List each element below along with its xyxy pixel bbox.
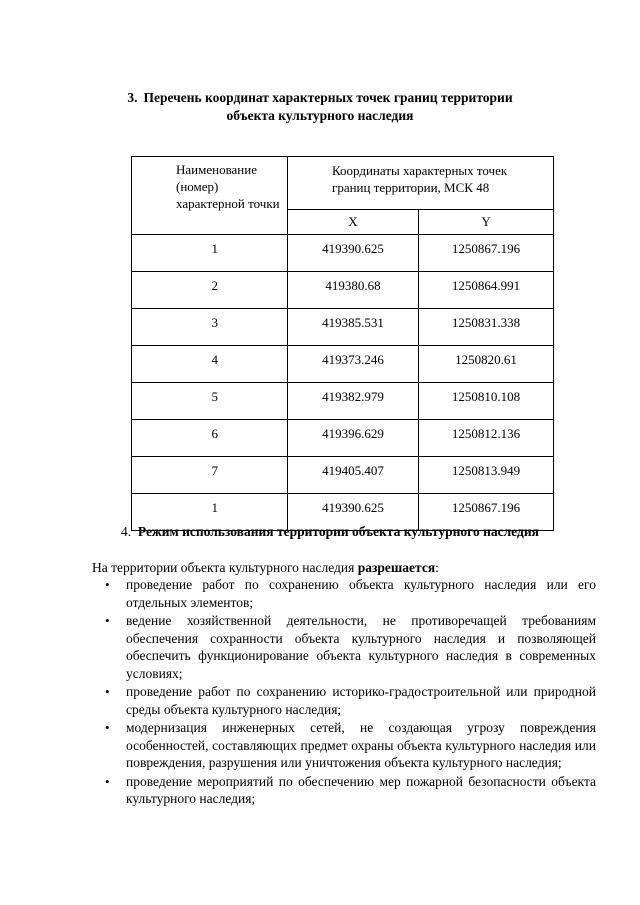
table-row <box>132 420 554 457</box>
table-row <box>132 272 554 309</box>
list-item-text: ведение хозяйственной деятельности, не противоречащей требованиям обеспечения сохранности объекта культурного наследия и позволяющей обеспечить функционирование объекта культурного наследия в современных условиях; <box>126 613 596 681</box>
point-number: 3 <box>132 309 288 346</box>
point-number: 4 <box>132 346 288 383</box>
list-item <box>92 719 596 772</box>
coordinates-table <box>131 156 554 531</box>
table-row <box>132 346 554 383</box>
bullet-icon: • <box>105 720 110 735</box>
table-row <box>132 309 554 346</box>
intro-text: На территории объекта культурного наследия <box>92 560 358 575</box>
list-item-text: модернизация инженерных сетей, не создающая угрозу повреждения особенностей, составляющих предмет охраны объекта культурного наследия или повреждения, разрушения или уничтожения объекта культурного наследия; <box>126 720 596 770</box>
point-y: 1250820.61 <box>419 346 554 383</box>
list-item <box>92 576 596 611</box>
list-item-text: проведение работ по сохранению объекта культурного наследия или его отдельных элементов; <box>126 577 596 610</box>
intro-paragraph <box>92 559 439 577</box>
point-y: 1250812.136 <box>419 420 554 457</box>
point-x: 419396.629 <box>288 420 419 457</box>
permitted-activities-list <box>92 576 596 809</box>
header-coordinates: Координаты характерных точек границ территории, МСК 48 <box>288 157 554 210</box>
point-y: 1250810.108 <box>419 383 554 420</box>
section-4-heading <box>121 523 539 541</box>
point-x: 419382.979 <box>288 383 419 420</box>
list-item-text: проведение работ по сохранению историко-градостроительной или природной среды объекта культурного наследия; <box>126 684 596 717</box>
section-3-heading <box>60 89 580 125</box>
section-4-title: Режим использования территории объекта культурного наследия <box>137 524 539 539</box>
section-3-title-line1: Перечень координат характерных точек границ территории <box>143 90 513 105</box>
point-number: 7 <box>132 457 288 494</box>
intro-suffix: : <box>435 560 439 575</box>
table-row <box>132 383 554 420</box>
list-item <box>92 773 596 808</box>
point-y: 1250867.196 <box>419 494 554 531</box>
point-x: 419405.407 <box>288 457 419 494</box>
list-item-text: проведение мероприятий по обеспечению мер пожарной безопасности объекта культурного наследия; <box>126 773 596 806</box>
bullet-icon: • <box>105 613 110 628</box>
point-x: 419390.625 <box>288 235 419 272</box>
point-y: 1250831.338 <box>419 309 554 346</box>
point-x: 419380.68 <box>288 272 419 309</box>
list-item <box>92 683 596 718</box>
header-y: Y <box>419 210 554 235</box>
table-row <box>132 235 554 272</box>
header-point-name: Наименование (номер) характерной точки <box>132 157 288 235</box>
section-3-title-line2: объекта культурного наследия <box>226 108 414 123</box>
point-x: 419390.625 <box>288 494 419 531</box>
point-number: 6 <box>132 420 288 457</box>
bullet-icon: • <box>105 773 110 789</box>
bullet-icon: • <box>105 684 110 699</box>
point-number: 1 <box>132 494 288 531</box>
list-item <box>92 612 596 682</box>
point-y: 1250864.991 <box>419 272 554 309</box>
section-3-number: 3. <box>127 90 138 105</box>
table-row <box>132 457 554 494</box>
point-number: 5 <box>132 383 288 420</box>
point-x: 419373.246 <box>288 346 419 383</box>
point-number: 1 <box>132 235 288 272</box>
header-x: X <box>288 210 419 235</box>
bullet-icon: • <box>105 577 110 592</box>
point-x: 419385.531 <box>288 309 419 346</box>
point-y: 1250867.196 <box>419 235 554 272</box>
point-y: 1250813.949 <box>419 457 554 494</box>
intro-bold: разрешается <box>357 560 436 575</box>
point-number: 2 <box>132 272 288 309</box>
section-4-number: 4. <box>121 524 132 539</box>
